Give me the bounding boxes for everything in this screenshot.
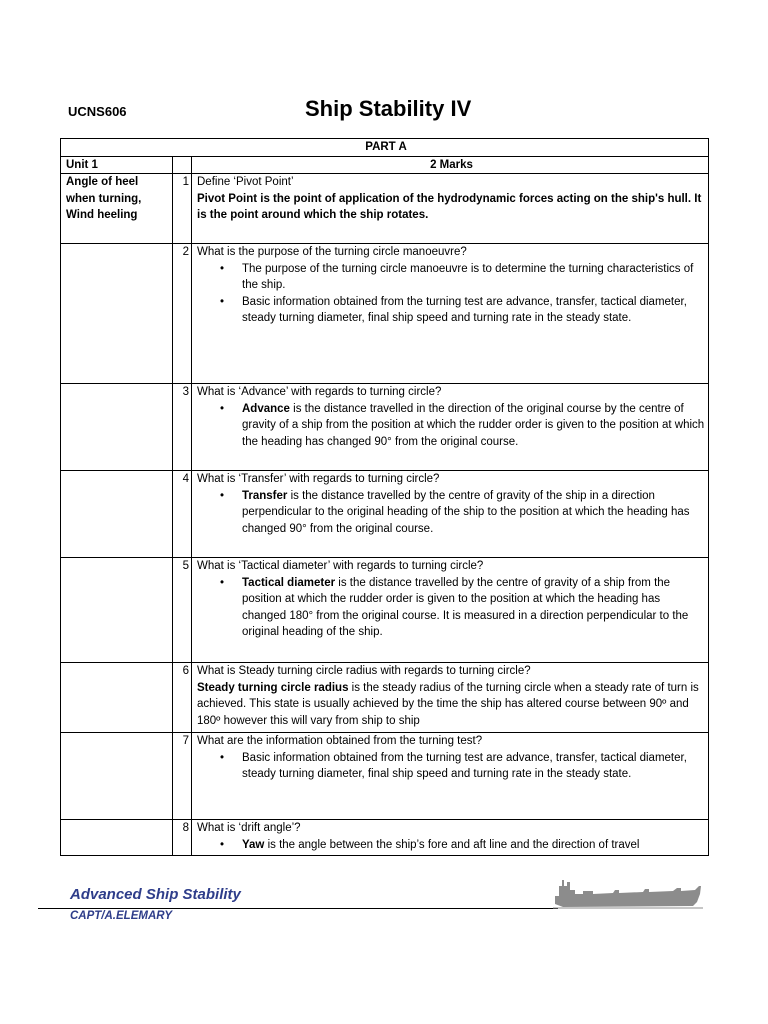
question-text: What is ‘drift angle’? [197,822,301,834]
question-cell [192,663,709,733]
question-cell [192,244,709,384]
question-cell [192,733,709,820]
part-header-row [61,139,709,157]
question-number: 2 [173,244,192,384]
question-number: 7 [173,733,192,820]
question-cell [192,174,709,244]
unit-label: Unit 1 [61,156,173,174]
question-text: What is ‘Tactical diameter’ with regards to turning circle? [197,560,484,572]
table-row [61,663,709,733]
table-row [61,174,709,244]
footer-title: Advanced Ship Stability [70,886,241,903]
question-number: 8 [173,820,192,856]
question-text: What are the information obtained from the turning test? [197,735,483,747]
list-item: • Basic information obtained from the turning test are advance, transfer, tactical diameter, steady turning diameter, final ship speed and turning rate in the steady state. [242,294,706,327]
question-text: What is Steady turning circle radius with regards to turning circle? [197,665,531,677]
answer-list [197,261,706,327]
footer-author: CAPT/A.ELEMARY [70,910,173,922]
answer-list [197,575,706,641]
answer-list [197,750,706,783]
list-item: • Yaw is the angle between the ship’s fore and aft line and the direction of travel [242,837,706,854]
unit-name: Angle of heel when turning, Wind heeling [61,174,173,244]
question-text: Define ‘Pivot Point’ [197,176,294,188]
table-row [61,384,709,471]
question-cell [192,558,709,663]
page-title: Ship Stability IV [305,96,472,121]
question-number: 1 [173,174,192,244]
question-number: 4 [173,471,192,558]
answer-text: Pivot Point is the point of application of the hydrodynamic forces acting on the ship's hull. It is the point around which the ship rotates. [197,192,702,221]
table-row [61,820,709,856]
question-cell [192,471,709,558]
question-text: What is ‘Advance’ with regards to turning circle? [197,386,442,398]
question-text: What is the purpose of the turning circle manoeuvre? [197,246,467,258]
list-item: • Basic information obtained from the turning test are advance, transfer, tactical diameter, steady turning diameter, final ship speed and turning rate in the steady state. [242,750,706,783]
unit-header-row [61,156,709,174]
table-row [61,558,709,663]
table-row [61,733,709,820]
marks-label: 2 Marks [192,156,709,174]
questions-table [60,138,709,856]
list-item: • Advance is the distance travelled in the direction of the original course by the centre of gravity of a ship from the position at which the rudder order is given to the position at which the heading has changed 90° from the original course. [242,401,706,451]
question-number: 3 [173,384,192,471]
question-cell [192,820,709,856]
question-number: 6 [173,663,192,733]
list-item: • The purpose of the turning circle manoeuvre is to determine the turning characteristics of the ship. [242,261,706,294]
question-cell [192,384,709,471]
ship-silhouette-icon [553,876,703,912]
course-code: UCNS606 [68,104,127,119]
answer-list [197,488,706,538]
answer-text: Steady turning circle radius is the steady radius of the turning circle when a steady rate of turn is achieved. This state is usually achieved by the time the ship has altered course between 90º and 180º however this will vary from ship to ship [197,681,699,727]
footer-divider [38,908,558,909]
part-label: PART A [61,139,709,157]
question-text: What is ‘Transfer’ with regards to turning circle? [197,473,440,485]
list-item: • Transfer is the distance travelled by the centre of gravity of the ship in a direction perpendicular to the original heading of the ship to the position at which the heading has changed 90° from the original course. [242,488,706,538]
table-row [61,471,709,558]
answer-list [197,837,706,854]
answer-list [197,401,706,451]
list-item: • Tactical diameter is the distance travelled by the centre of gravity of a ship from the position at which the rudder order is given to the position at which the heading has changed 180° from the original course. It is measured in a direction perpendicular to the original heading of the ship. [242,575,706,641]
question-number: 5 [173,558,192,663]
table-row [61,244,709,384]
